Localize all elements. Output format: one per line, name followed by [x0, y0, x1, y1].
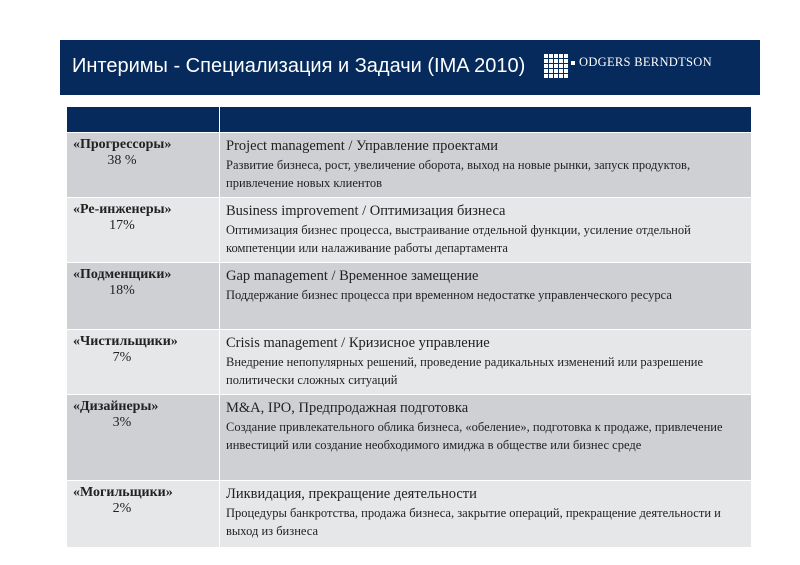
table-row	[67, 330, 752, 395]
task-heading: Gap management / Временное замещение	[226, 268, 479, 284]
type-cell	[67, 395, 220, 481]
task-description: Процедуры банкротства, продажа бизнеса, закрытие операций, прекращение деятельности и выход из бизнеса	[226, 506, 721, 538]
task-heading: M&A, IPO, Предпродажная подготовка	[226, 400, 469, 416]
type-name: «Чистильщики»	[73, 334, 178, 349]
type-name: «Подменщики»	[73, 267, 172, 282]
type-percent: 7%	[112, 350, 132, 365]
logo-grid-icon	[544, 54, 568, 78]
title-banner	[60, 40, 760, 95]
task-heading: Crisis management / Кризисное управление	[226, 335, 490, 351]
type-percent: 18%	[109, 283, 135, 298]
task-description: Развитие бизнеса, рост, увеличение оборота, выход на новые рынки, запуск продуктов, привлечение новых клиентов	[226, 158, 691, 190]
table-header-row	[67, 107, 752, 133]
task-cell	[220, 481, 752, 548]
task-cell	[220, 263, 752, 330]
task-description: Оптимизация бизнес процесса, выстраивание отдельной функции, усиление отдельной компетенции или налаживание работы департамента	[226, 223, 691, 255]
type-name: «Дизайнеры»	[73, 399, 159, 414]
company-logo	[544, 54, 712, 78]
task-heading: Business improvement / Оптимизация бизнеса	[226, 203, 506, 219]
specialization-table	[66, 106, 752, 548]
type-percent: 3%	[112, 415, 132, 430]
type-percent: 17%	[109, 218, 135, 233]
type-cell	[67, 198, 220, 263]
task-heading: Project management / Управление проектами	[226, 138, 499, 154]
logo-dot-icon	[571, 61, 575, 65]
task-cell	[220, 330, 752, 395]
table-row	[67, 263, 752, 330]
type-cell	[67, 481, 220, 548]
table-row	[67, 395, 752, 481]
type-percent: 2%	[112, 501, 132, 516]
type-percent: 38 %	[107, 153, 137, 168]
type-cell	[67, 330, 220, 395]
task-description: Внедрение непопулярных решений, проведение радикальных изменений или разрешение политически сложных ситуаций	[226, 355, 704, 387]
slide-title: Интеримы - Специализация и Задачи (IMA 2010)	[72, 55, 526, 77]
task-heading: Ликвидация, прекращение деятельности	[226, 486, 477, 502]
table-row	[67, 133, 752, 198]
task-description: Поддержание бизнес процесса при временном недостатке управленческого ресурса	[226, 288, 672, 302]
task-description: Создание привлекательного облика бизнеса, «обеление», подготовка к продаже, привлечение инвестиций или создание необходимого имиджа в обществе или бизнес среде	[226, 420, 723, 452]
type-cell	[67, 133, 220, 198]
type-name: «Ре-инженеры»	[73, 202, 172, 217]
type-name: «Прогрессоры»	[73, 137, 172, 152]
table-row	[67, 481, 752, 548]
task-cell	[220, 395, 752, 481]
type-name: «Могильщики»	[73, 485, 173, 500]
task-cell	[220, 133, 752, 198]
task-cell	[220, 198, 752, 263]
type-cell	[67, 263, 220, 330]
logo-text: ODGERS BERNDTSON	[579, 55, 712, 69]
table-row	[67, 198, 752, 263]
